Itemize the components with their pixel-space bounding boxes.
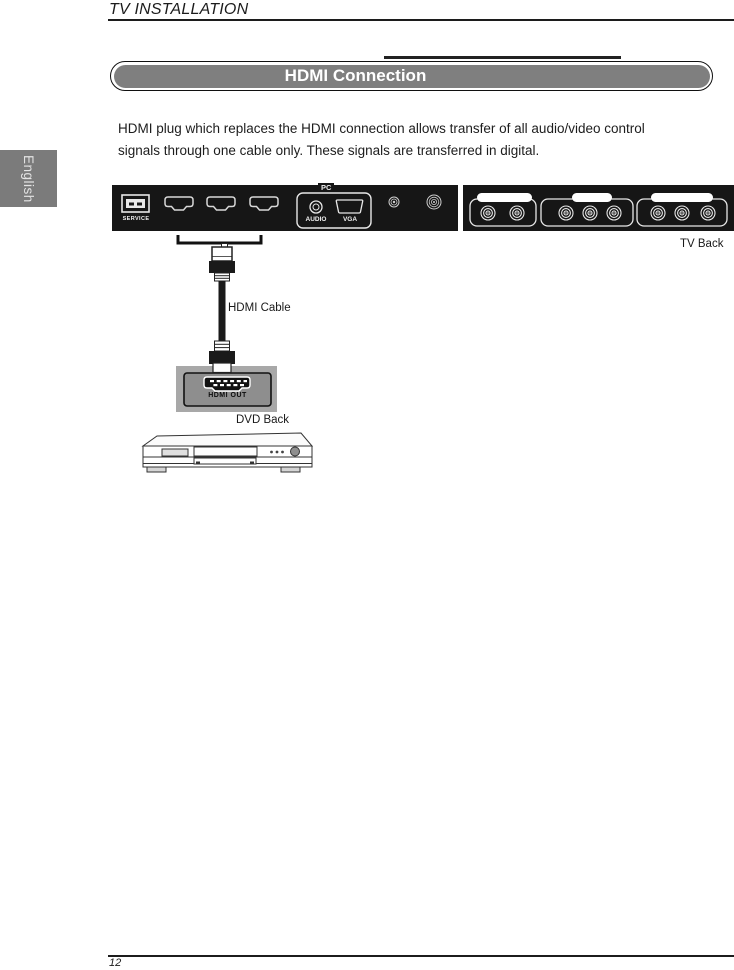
- section-banner: [110, 61, 713, 91]
- tv-rear-panel-right: [463, 185, 734, 231]
- coax-connector-icon: [389, 197, 399, 207]
- hdmi-cable-diagram: [100, 232, 350, 482]
- section-title: HDMI Connection: [284, 66, 427, 85]
- hdmi-cable-label: HDMI Cable: [228, 302, 291, 314]
- hdmi-plug-bottom-icon: [209, 341, 235, 364]
- rca-jack-icons: [481, 206, 715, 220]
- hdmi-plug-top-icon: [209, 244, 235, 282]
- page-header-title: TV INSTALLATION: [109, 1, 249, 18]
- hdmi-out-box: [176, 363, 277, 412]
- body-line-2: signals through one cable only. These signals are transferred in digital.: [118, 142, 540, 158]
- hdmi-port-icon: [250, 197, 278, 210]
- tv-rear-panel-left: [112, 185, 458, 231]
- scan-artifact-line: [384, 56, 621, 59]
- rca-group-name-bar: [651, 193, 713, 202]
- body-paragraph: [118, 118, 734, 161]
- hdmi-port-icon: [207, 197, 235, 210]
- pc-group-label: PC: [318, 183, 334, 192]
- header-divider: [108, 19, 734, 21]
- dvd-player-icon: [143, 433, 312, 472]
- language-tab: [0, 150, 57, 207]
- rca-group-name-bar: [572, 193, 612, 202]
- audio-jack-icon: [310, 201, 322, 213]
- tv-rear-panel-right-drawing: [463, 185, 734, 231]
- hdmi-port-icon: [165, 197, 193, 210]
- rca-group-outline: [470, 199, 536, 226]
- usb-service-port-icon: [122, 195, 149, 212]
- bracket-icon: [178, 235, 261, 243]
- section-banner-fill: [114, 65, 710, 88]
- vga-port-icon: [336, 200, 363, 213]
- rca-group-outline: [541, 199, 633, 226]
- coax-connector-icon: [427, 195, 441, 209]
- audio-jack-label: AUDIO: [305, 216, 327, 223]
- vga-port-label: VGA: [342, 216, 358, 223]
- hdmi-out-label: HDMI OUT: [208, 392, 247, 399]
- language-tab-label: English: [21, 154, 36, 203]
- footer-divider: [108, 955, 734, 957]
- body-line-1: HDMI plug which replaces the HDMI connection allows transfer of all audio/video control: [118, 121, 645, 136]
- hdmi-plug-tip: [213, 363, 231, 373]
- cable-line: [219, 281, 226, 342]
- tv-rear-panel-left-drawing: [112, 185, 458, 231]
- service-port-label: SERVICE: [122, 216, 150, 222]
- tv-back-label: TV Back: [680, 238, 724, 250]
- rca-group-name-bar: [477, 193, 532, 202]
- dvd-back-label: DVD Back: [236, 414, 290, 426]
- page-number: 12: [109, 957, 122, 969]
